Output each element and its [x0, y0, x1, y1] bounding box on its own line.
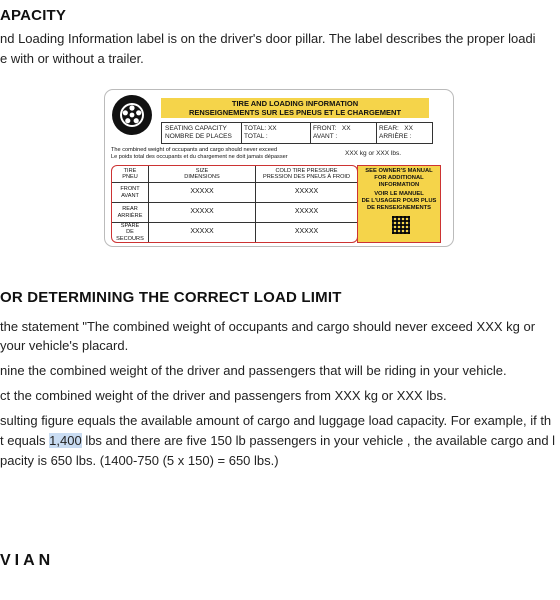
section-heading-capacity: APACITY — [0, 7, 67, 24]
section-heading-load-limit: OR DETERMINING THE CORRECT LOAD LIMIT — [0, 289, 342, 306]
table-row: REAR ARRIÈRE XXXXX XXXXX — [112, 203, 357, 223]
capacity-line-1: nd Loading Information label is on the driver's door pillar. The label describes the proper loadi — [0, 31, 536, 46]
step-4-line-1: sulting figure equals the available amount of cargo and luggage load capacity. For example, if th — [0, 413, 552, 428]
step-3: ct the combined weight of the driver and passengers from XXX kg or XXX lbs. — [0, 388, 447, 403]
step-4-line-3: pacity is 650 lbs. (1400-750 (5 x 150) = 650 lbs.) — [0, 453, 279, 468]
label-title: TIRE AND LOADING INFORMATION RENSEIGNEMENTS SUR LES PNEUS ET LE CHARGEMENT — [161, 98, 429, 118]
step-4-line-2: t equals 1,400 lbs and there are five 150 lb passengers in your vehicle , the available cargo and l — [0, 433, 556, 448]
step-1-line-2: your vehicle's placard. — [0, 338, 129, 353]
capacity-line-2: e with or without a trailer. — [0, 51, 144, 66]
tire-table-header: TIRE PNEU SIZE DIMENSIONS COLD TIRE PRESSURE PRESSION DES PNEUS À FROID — [112, 166, 357, 183]
table-row: FRONT AVANT XXXXX XXXXX — [112, 183, 357, 203]
step-2: nine the combined weight of the driver and passengers that will be riding in your vehicle. — [0, 363, 507, 378]
see-owners-manual-box: SEE OWNER'S MANUAL FOR ADDITIONAL INFORMATION VOIR LE MANUEL DE L'USAGER POUR PLUS DE RENSEIGNEMENTS — [357, 165, 441, 243]
seating-capacity-box: SEATING CAPACITY NOMBRE DE PLACES TOTAL: XX TOTAL : FRONT: XX AVANT : REAR: XX ARRIÈRE : — [161, 122, 433, 144]
tire-icon — [111, 94, 153, 136]
highlighted-text[interactable]: 1,400 — [49, 433, 82, 448]
weight-note: The combined weight of occupants and cargo should never exceed Le poids total des occupants et du chargement ne doit jamais dépasser — [111, 147, 288, 160]
tire-loading-label — [104, 89, 454, 247]
table-row: SPARE DE SECOURS XXXXX XXXXX — [116, 222, 319, 242]
weight-note-value: XXX kg or XXX lbs. — [345, 150, 401, 157]
qr-code-icon — [392, 216, 410, 234]
brand-logo: VIAN — [0, 552, 55, 569]
step-1-line-1: the statement "The combined weight of occupants and cargo should never exceed XXX kg or — [0, 319, 536, 334]
tire-table — [111, 165, 358, 243]
